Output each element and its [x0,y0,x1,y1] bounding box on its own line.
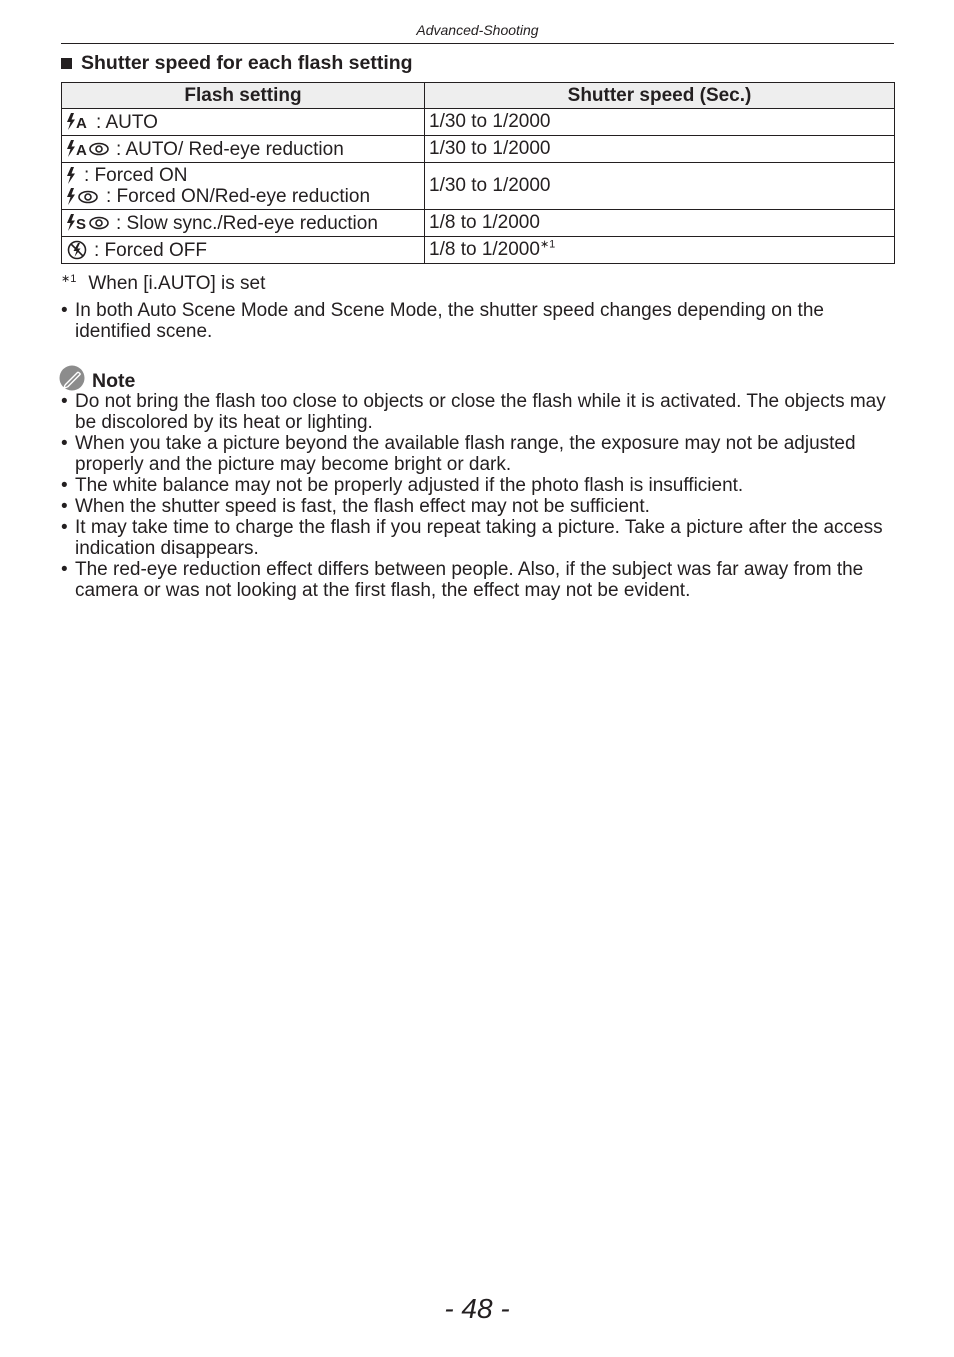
footnote-mark: ∗1 [539,238,556,251]
table-row [62,237,895,264]
flash-setting-label: : Forced ON [84,165,188,186]
list-item: • It may take time to charge the flash if you repeat taking a picture. Take a picture after the access indication disappears. [61,517,895,559]
shutter-speed-cell [425,237,895,264]
page-header: Advanced-Shooting [416,22,539,38]
shutter-speed-cell: 1/8 to 1/2000 [425,210,895,237]
footnote [61,272,265,295]
svg-text:A: A [76,142,87,158]
header-shutter-speed: Shutter speed (Sec.) [425,83,895,109]
svg-text:S: S [76,216,87,232]
list-item: • The red-eye reduction effect differs between people. Also, if the subject was far away from the camera or was not looking at the first flash, the effect may not be evident. [61,559,895,601]
section-title [61,52,413,75]
table-row [62,210,895,237]
flash-setting-label: : Slow sync./Red-eye reduction [116,212,378,234]
list-item: • When you take a picture beyond the available flash range, the exposure may not be adjusted properly and the picture may become bright or dark. [61,433,895,475]
footnote-text: When [i.AUTO] is set [88,273,266,294]
flash-slow-sync-red-eye-icon [66,213,110,233]
flash-setting-label: : AUTO [96,111,158,133]
flash-setting-cell [62,163,425,210]
note-bullet-list [61,391,895,601]
square-bullet-icon [61,58,72,69]
shutter-speed-cell: 1/30 to 1/2000 [425,109,895,136]
svg-text:A: A [76,115,87,131]
flash-setting-cell [62,109,425,136]
flash-auto-icon [66,112,90,132]
note-title: Note [92,369,136,392]
header-rule [61,43,894,44]
table-row [62,163,895,210]
flash-setting-label: : Forced ON/Red-eye reduction [106,186,371,207]
list-item: • The white balance may not be properly adjusted if the photo flash is insufficient. [61,475,895,496]
table-row [62,136,895,163]
flash-forced-on-red-eye-icon [66,187,100,207]
table-header-row [62,83,895,109]
flash-auto-red-eye-icon [66,139,110,159]
flash-setting-cell [62,136,425,163]
table-row [62,109,895,136]
flash-setting-cell [62,237,425,264]
list-item: • Do not bring the flash too close to objects or close the flash while it is activated. The objects may be discolored by its heat or lighting. [61,391,895,433]
info-bullet-list [61,300,895,342]
list-item: • In both Auto Scene Mode and Scene Mode, the shutter speed changes depending on the identified scene. [61,300,895,342]
shutter-speed-value: 1/8 to 1/2000 [429,239,540,260]
flash-setting-cell [62,210,425,237]
list-item: • When the shutter speed is fast, the flash effect may not be sufficient. [61,496,895,517]
flash-shutter-table [61,82,895,264]
shutter-speed-cell: 1/30 to 1/2000 [425,136,895,163]
flash-setting-label: : Forced OFF [94,239,207,261]
header-flash-setting: Flash setting [62,83,425,109]
flash-forced-on-icon [66,166,78,186]
section-title-text: Shutter speed for each flash setting [81,52,413,74]
shutter-speed-cell: 1/30 to 1/2000 [425,163,895,210]
flash-setting-label: : AUTO/ Red-eye reduction [116,138,344,160]
page-number: - 48 - [444,1293,510,1324]
flash-forced-off-icon [66,240,88,260]
footnote-marker: ∗1 [61,273,77,285]
